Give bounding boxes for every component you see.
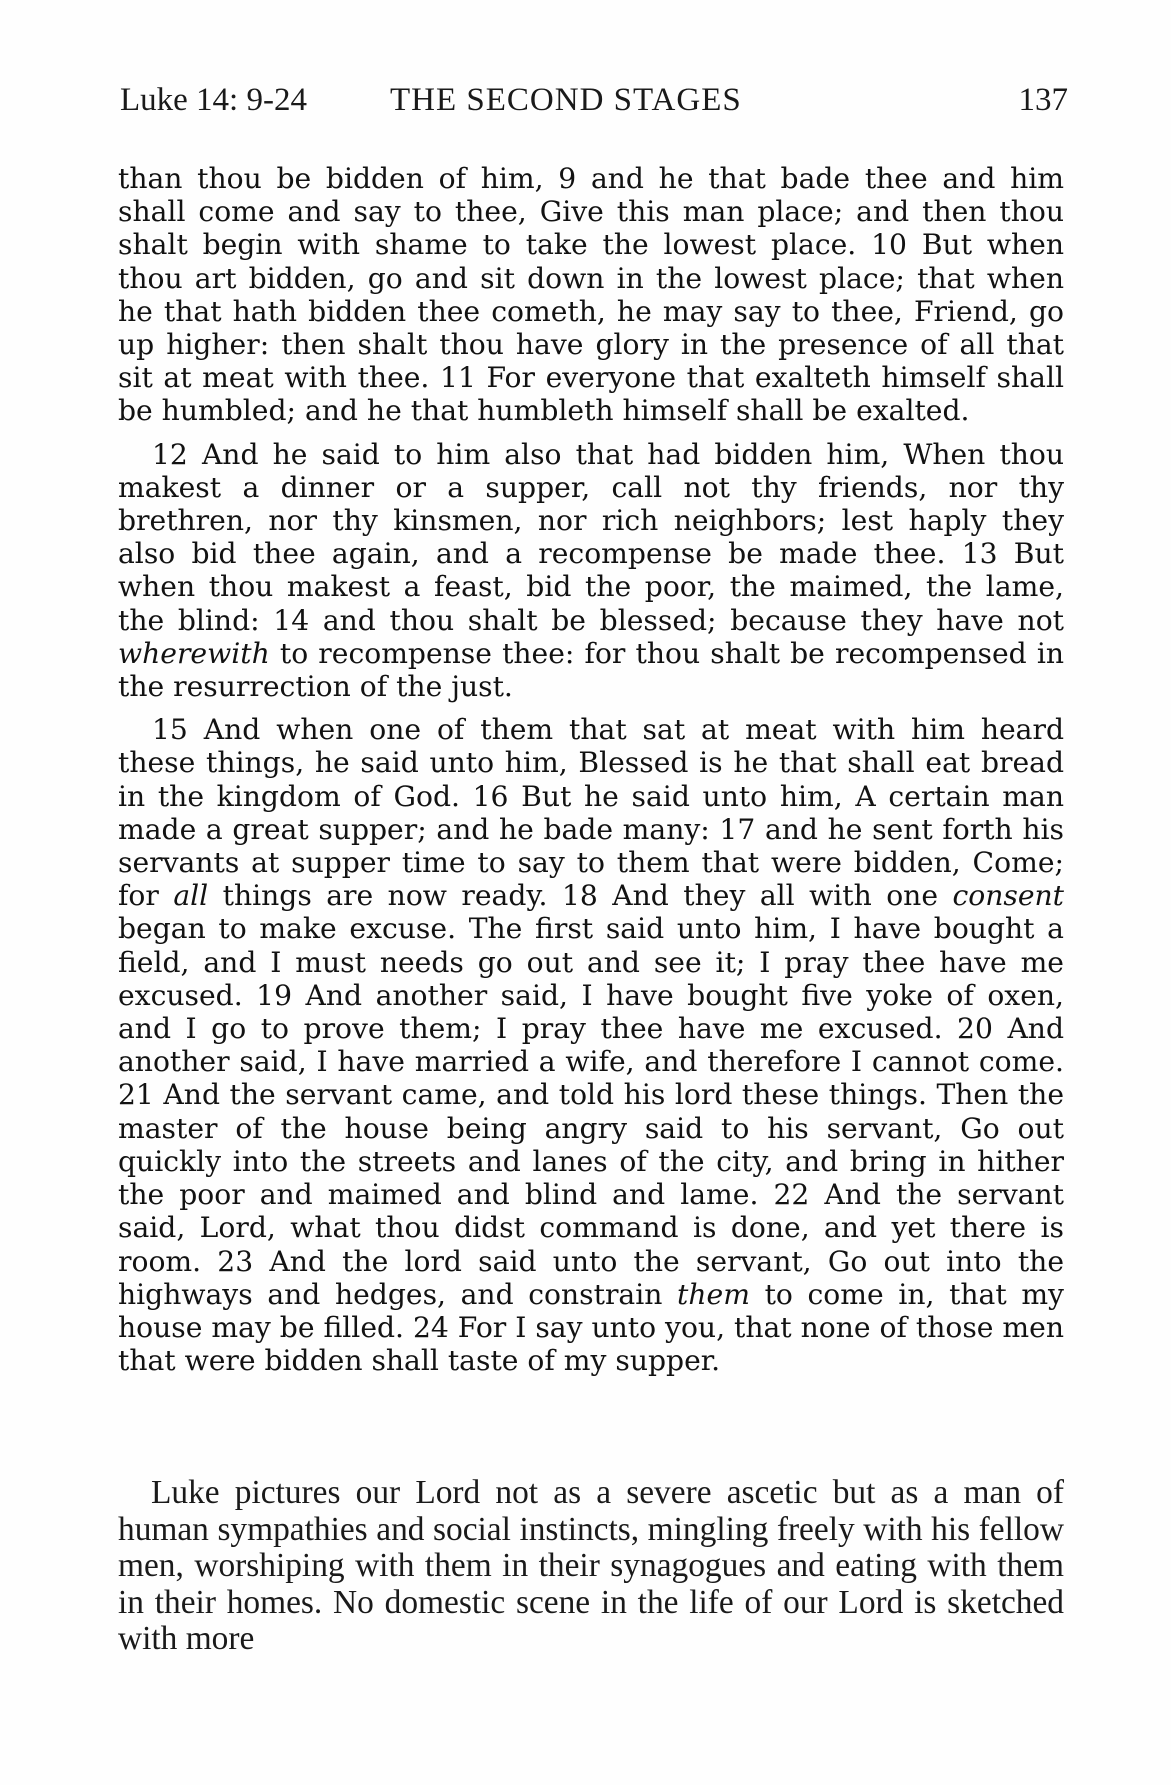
scripture-paragraph-2 <box>118 438 1064 704</box>
running-header <box>120 82 1068 132</box>
scripture-text: began to make excuse. The first said unto him, I have bought a field, and I must needs go out and see it; I pray thee have me excused. 19 And another said, I have bought five yoke of oxen, and I go to prove them; I pray thee have me excused. 20 And another said, I have married a wife, and therefore I cannot come. 21 And the servant came, and told his lord these things. Then the master of the house being angry said to his servant, Go out quickly into the streets and lanes of the city, and bring in hither the poor and maimed and blind and lame. 22 And the servant said, Lord, what thou didst command is done, and yet there is room. 23 And the lord said unto the servant, Go out into the highways and hedges, and constrain <box>118 912 1064 1311</box>
page-number: 137 <box>1018 82 1068 118</box>
italic-word: them <box>677 1277 750 1311</box>
scripture-text: than thou be bidden of him, 9 and he that bade thee and him shall come and say to thee, Give this man place; and then thou shalt begin with shame to take the lowest place. 10 But when thou art bidden, go and sit down in the lowest place; that when he that hath bidden thee cometh, he may say to thee, Friend, go up higher: then shalt thou have glory in the presence of all that sit at meat with thee. 11 For everyone that exalteth himself shall be humbled; and he that humbleth himself shall be exalted. <box>118 162 1064 428</box>
italic-word: all <box>173 879 209 913</box>
scripture-text: 15 And when one of them that sat at meat with him heard these things, he said unto him, Blessed is he that shall eat bread in the kingdom of God. 16 But he said unto him, A certain man made a great supper; and he bade many: 17 and he sent forth his servants at supper time to say to them that were bidden, Come; for <box>118 713 1064 913</box>
scripture-passage <box>118 162 1064 1387</box>
scripture-text: to come in, that my house may be filled. 24 For I say unto you, that none of those men that were bidden shall taste of my supper. <box>118 1277 1064 1378</box>
italic-word: consent <box>952 879 1064 913</box>
commentary-paragraph: Luke pictures our Lord not as a severe ascetic but as a man of human sympathies and social instincts, mingling freely with his fellow men, worshiping with them in their synagogues and eating with them in their homes. No domestic scene in the life of our Lord is sketched with more <box>118 1474 1064 1658</box>
scripture-text: 12 And he said to him also that had bidden him, When thou makest a dinner or a supper, call not thy friends, nor thy brethren, nor thy kinsmen, nor rich neighbors; lest haply they also bid thee again, and a recompense be made thee. 13 But when thou makest a feast, bid the poor, the maimed, the lame, the blind: 14 and thou shalt be blessed; because they have not <box>118 437 1064 637</box>
chapter-reference: Luke 14: 9-24 <box>120 82 307 118</box>
section-title: THE SECOND STAGES <box>390 82 742 118</box>
scripture-text: to recompense thee: for thou shalt be recompensed in the resurrection of the just. <box>118 636 1064 704</box>
italic-word: wherewith <box>118 636 270 670</box>
scripture-paragraph-1 <box>118 162 1064 428</box>
scripture-text: things are now ready. 18 And they all with one <box>208 879 953 913</box>
scripture-paragraph-3 <box>118 713 1064 1377</box>
